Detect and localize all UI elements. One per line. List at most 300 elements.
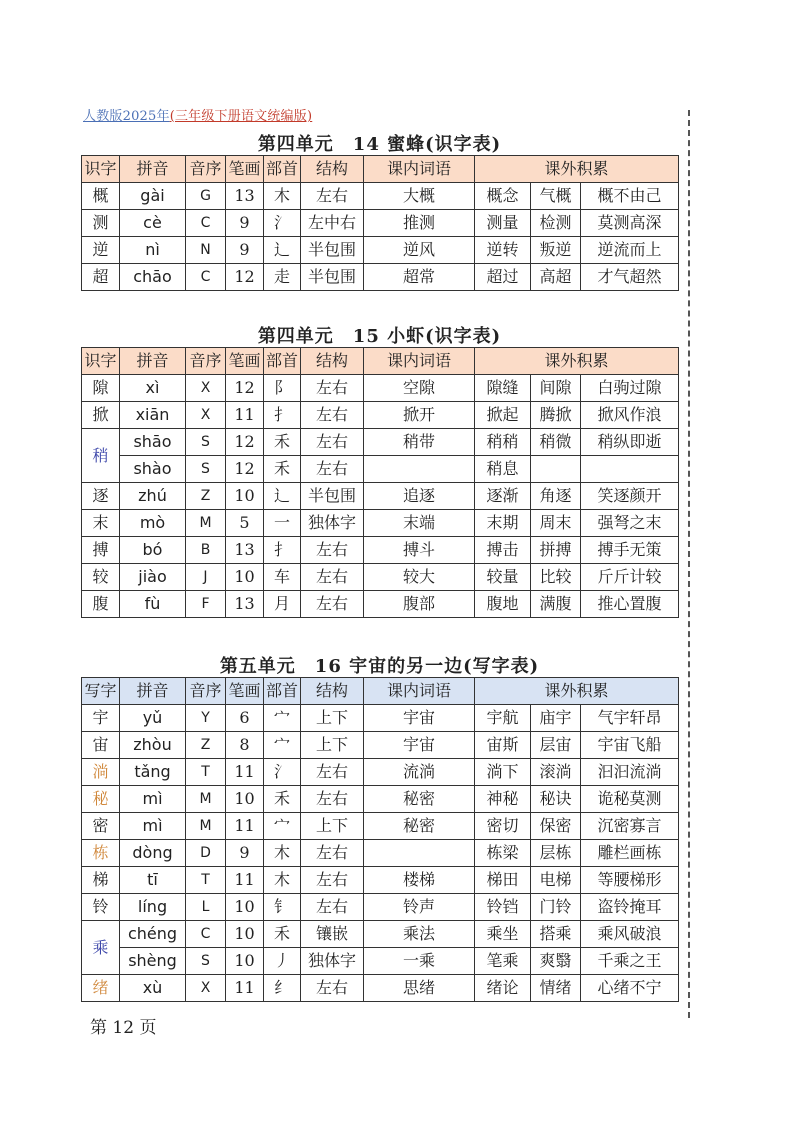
header-strokes: 笔画	[226, 678, 264, 705]
seq-cell: G	[186, 183, 226, 210]
extra-word-cell: 乘坐	[475, 921, 531, 948]
structure-cell: 左右	[301, 564, 364, 591]
extra-word-cell: 笑逐颜开	[581, 483, 679, 510]
table-row	[82, 375, 679, 402]
char-cell: 搏	[82, 537, 120, 564]
in-class-cell	[364, 840, 475, 867]
strokes-cell: 8	[226, 732, 264, 759]
table-row	[82, 975, 679, 1002]
strokes-cell: 10	[226, 921, 264, 948]
in-class-cell: 流淌	[364, 759, 475, 786]
seq-cell: F	[186, 591, 226, 618]
extra-word-cell	[531, 456, 581, 483]
table-row	[82, 705, 679, 732]
seq-cell: M	[186, 786, 226, 813]
in-class-cell: 楼梯	[364, 867, 475, 894]
extra-word-cell: 腾掀	[531, 402, 581, 429]
structure-cell: 左右	[301, 183, 364, 210]
structure-cell: 左右	[301, 786, 364, 813]
structure-cell: 左中右	[301, 210, 364, 237]
in-class-cell: 掀开	[364, 402, 475, 429]
structure-cell: 独体字	[301, 948, 364, 975]
writing-table-lesson-16	[81, 677, 679, 1002]
radical-cell: 氵	[264, 759, 301, 786]
extra-word-cell: 搭乘	[531, 921, 581, 948]
in-class-cell: 宇宙	[364, 705, 475, 732]
extra-word-cell: 乘风破浪	[581, 921, 679, 948]
radical-cell: 氵	[264, 210, 301, 237]
seq-cell: N	[186, 237, 226, 264]
radical-cell: 宀	[264, 732, 301, 759]
header-extra: 课外积累	[475, 156, 679, 183]
section-title: 第五单元 16 宇宙的另一边(写字表)	[219, 656, 540, 677]
extra-word-cell: 铃铛	[475, 894, 531, 921]
radical-cell: 辶	[264, 483, 301, 510]
char-cell: 超	[82, 264, 120, 291]
table-row	[82, 183, 679, 210]
extra-word-cell: 心绪不宁	[581, 975, 679, 1002]
in-class-cell: 秘密	[364, 786, 475, 813]
char-cell: 宙	[82, 732, 120, 759]
structure-cell: 左右	[301, 402, 364, 429]
radical-cell: 禾	[264, 786, 301, 813]
extra-word-cell: 白驹过隙	[581, 375, 679, 402]
header-extra: 课外积累	[475, 348, 679, 375]
header-structure: 结构	[301, 348, 364, 375]
pinyin-cell: mì	[120, 813, 186, 840]
header-seq: 音序	[186, 156, 226, 183]
extra-word-cell: 角逐	[531, 483, 581, 510]
seq-cell: S	[186, 456, 226, 483]
in-class-cell: 一乘	[364, 948, 475, 975]
seq-cell: S	[186, 948, 226, 975]
radical-cell: 木	[264, 183, 301, 210]
table-header-row	[82, 156, 679, 183]
extra-word-cell: 莫测高深	[581, 210, 679, 237]
strokes-cell: 10	[226, 483, 264, 510]
header-char: 识字	[82, 156, 120, 183]
pinyin-cell: zhòu	[120, 732, 186, 759]
table-row	[82, 237, 679, 264]
seq-cell: B	[186, 537, 226, 564]
strokes-cell: 11	[226, 975, 264, 1002]
extra-word-cell: 稍纵即逝	[581, 429, 679, 456]
extra-word-cell: 宙斯	[475, 732, 531, 759]
extra-word-cell: 门铃	[531, 894, 581, 921]
extra-word-cell: 滚淌	[531, 759, 581, 786]
radical-cell: 禾	[264, 429, 301, 456]
extra-word-cell: 秘诀	[531, 786, 581, 813]
strokes-cell: 10	[226, 894, 264, 921]
structure-cell: 左右	[301, 867, 364, 894]
extra-word-cell: 神秘	[475, 786, 531, 813]
header-radical: 部首	[264, 678, 301, 705]
extra-word-cell: 周末	[531, 510, 581, 537]
structure-cell: 上下	[301, 732, 364, 759]
structure-cell: 上下	[301, 813, 364, 840]
seq-cell: C	[186, 264, 226, 291]
header-note	[83, 105, 312, 124]
extra-word-cell: 密切	[475, 813, 531, 840]
extra-word-cell: 情绪	[531, 975, 581, 1002]
table-row	[82, 867, 679, 894]
header-pinyin: 拼音	[120, 678, 186, 705]
seq-cell: L	[186, 894, 226, 921]
pinyin-cell: xì	[120, 375, 186, 402]
extra-word-cell: 稍稍	[475, 429, 531, 456]
seq-cell: M	[186, 510, 226, 537]
extra-word-cell: 宇宙飞船	[581, 732, 679, 759]
pinyin-cell: dòng	[120, 840, 186, 867]
structure-cell: 独体字	[301, 510, 364, 537]
char-cell: 概	[82, 183, 120, 210]
structure-cell: 上下	[301, 705, 364, 732]
table-row	[82, 732, 679, 759]
table-row	[82, 786, 679, 813]
extra-word-cell: 末期	[475, 510, 531, 537]
radical-cell: 一	[264, 510, 301, 537]
structure-cell: 左右	[301, 456, 364, 483]
pinyin-cell: mì	[120, 786, 186, 813]
extra-word-cell: 测量	[475, 210, 531, 237]
structure-cell: 左右	[301, 759, 364, 786]
extra-word-cell: 庙宇	[531, 705, 581, 732]
extra-word-cell: 斤斤计较	[581, 564, 679, 591]
strokes-cell: 6	[226, 705, 264, 732]
seq-cell: T	[186, 759, 226, 786]
extra-word-cell: 绪论	[475, 975, 531, 1002]
header-note-prefix[interactable]: 人教版2025年	[83, 109, 170, 124]
header-structure: 结构	[301, 156, 364, 183]
pinyin-cell: nì	[120, 237, 186, 264]
extra-word-cell: 千乘之王	[581, 948, 679, 975]
char-cell: 栋	[82, 840, 120, 867]
structure-cell: 半包围	[301, 237, 364, 264]
strokes-cell: 10	[226, 948, 264, 975]
seq-cell: Z	[186, 483, 226, 510]
extra-word-cell: 诡秘莫测	[581, 786, 679, 813]
structure-cell: 左右	[301, 975, 364, 1002]
extra-word-cell: 强弩之末	[581, 510, 679, 537]
table-row	[82, 591, 679, 618]
structure-cell: 半包围	[301, 264, 364, 291]
strokes-cell: 12	[226, 264, 264, 291]
literacy-table-lesson-15	[81, 347, 679, 618]
in-class-cell: 搏斗	[364, 537, 475, 564]
header-strokes: 笔画	[226, 156, 264, 183]
in-class-cell: 思绪	[364, 975, 475, 1002]
extra-word-cell: 逐渐	[475, 483, 531, 510]
header-seq: 音序	[186, 348, 226, 375]
radical-cell: 车	[264, 564, 301, 591]
extra-word-cell: 盗铃掩耳	[581, 894, 679, 921]
literacy-table-lesson-14	[81, 155, 679, 291]
extra-word-cell: 搏击	[475, 537, 531, 564]
extra-word-cell: 层宙	[531, 732, 581, 759]
table-row	[82, 210, 679, 237]
structure-cell: 镶嵌	[301, 921, 364, 948]
table-row	[82, 921, 679, 948]
strokes-cell: 13	[226, 537, 264, 564]
header-note-title[interactable]: (三年级下册语文统编版)	[169, 109, 313, 124]
header-pinyin: 拼音	[120, 348, 186, 375]
extra-word-cell: 稍息	[475, 456, 531, 483]
header-radical: 部首	[264, 156, 301, 183]
char-cell: 掀	[82, 402, 120, 429]
in-class-cell: 大概	[364, 183, 475, 210]
structure-cell: 左右	[301, 591, 364, 618]
strokes-cell: 9	[226, 840, 264, 867]
table-row	[82, 456, 679, 483]
seq-cell: C	[186, 210, 226, 237]
table-row	[82, 564, 679, 591]
char-cell: 隙	[82, 375, 120, 402]
in-class-cell: 腹部	[364, 591, 475, 618]
table-row	[82, 813, 679, 840]
char-cell: 腹	[82, 591, 120, 618]
extra-word-cell: 逆流而上	[581, 237, 679, 264]
radical-cell: 走	[264, 264, 301, 291]
table-row	[82, 264, 679, 291]
header-pinyin: 拼音	[120, 156, 186, 183]
extra-word-cell: 高超	[531, 264, 581, 291]
header-in-class: 课内词语	[364, 156, 475, 183]
seq-cell: S	[186, 429, 226, 456]
pinyin-cell: shèng	[120, 948, 186, 975]
structure-cell: 左右	[301, 894, 364, 921]
header-in-class: 课内词语	[364, 678, 475, 705]
radical-cell: 扌	[264, 402, 301, 429]
pinyin-cell: shāo	[120, 429, 186, 456]
pinyin-cell: líng	[120, 894, 186, 921]
radical-cell: 宀	[264, 813, 301, 840]
radical-cell: 木	[264, 840, 301, 867]
table-row	[82, 948, 679, 975]
strokes-cell: 12	[226, 429, 264, 456]
in-class-cell: 末端	[364, 510, 475, 537]
extra-word-cell: 雕栏画栋	[581, 840, 679, 867]
strokes-cell: 10	[226, 786, 264, 813]
char-cell: 淌	[82, 759, 120, 786]
strokes-cell: 10	[226, 564, 264, 591]
in-class-cell	[364, 456, 475, 483]
header-extra: 课外积累	[475, 678, 679, 705]
extra-word-cell: 掀起	[475, 402, 531, 429]
radical-cell: 禾	[264, 456, 301, 483]
strokes-cell: 13	[226, 183, 264, 210]
extra-word-cell: 概不由己	[581, 183, 679, 210]
extra-word-cell: 推心置腹	[581, 591, 679, 618]
extra-word-cell: 梯田	[475, 867, 531, 894]
extra-word-cell: 汩汩流淌	[581, 759, 679, 786]
in-class-cell: 逆风	[364, 237, 475, 264]
char-cell: 测	[82, 210, 120, 237]
radical-cell: 阝	[264, 375, 301, 402]
section-title: 第四单元 15 小虾(识字表)	[257, 326, 502, 347]
in-class-cell: 乘法	[364, 921, 475, 948]
radical-cell: 禾	[264, 921, 301, 948]
header-radical: 部首	[264, 348, 301, 375]
header-char: 识字	[82, 348, 120, 375]
in-class-cell: 空隙	[364, 375, 475, 402]
structure-cell: 左右	[301, 429, 364, 456]
in-class-cell: 铃声	[364, 894, 475, 921]
extra-word-cell: 气概	[531, 183, 581, 210]
table-row	[82, 402, 679, 429]
radical-cell: 月	[264, 591, 301, 618]
structure-cell: 左右	[301, 375, 364, 402]
extra-word-cell: 搏手无策	[581, 537, 679, 564]
pinyin-cell: chāo	[120, 264, 186, 291]
char-cell: 宇	[82, 705, 120, 732]
table-row	[82, 429, 679, 456]
strokes-cell: 12	[226, 375, 264, 402]
in-class-cell: 较大	[364, 564, 475, 591]
extra-word-cell: 间隙	[531, 375, 581, 402]
extra-word-cell: 宇航	[475, 705, 531, 732]
strokes-cell: 12	[226, 456, 264, 483]
char-cell: 逐	[82, 483, 120, 510]
strokes-cell: 11	[226, 759, 264, 786]
seq-cell: X	[186, 975, 226, 1002]
extra-word-cell: 等腰梯形	[581, 867, 679, 894]
extra-word-cell: 腹地	[475, 591, 531, 618]
radical-cell: 宀	[264, 705, 301, 732]
pinyin-cell: cè	[120, 210, 186, 237]
seq-cell: M	[186, 813, 226, 840]
seq-cell: Y	[186, 705, 226, 732]
pinyin-cell: zhú	[120, 483, 186, 510]
radical-cell: 木	[264, 867, 301, 894]
in-class-cell: 追逐	[364, 483, 475, 510]
structure-cell: 左右	[301, 537, 364, 564]
extra-word-cell: 淌下	[475, 759, 531, 786]
strokes-cell: 11	[226, 867, 264, 894]
extra-word-cell: 概念	[475, 183, 531, 210]
extra-word-cell: 逆转	[475, 237, 531, 264]
pinyin-cell: shào	[120, 456, 186, 483]
extra-word-cell: 栋梁	[475, 840, 531, 867]
extra-word-cell: 掀风作浪	[581, 402, 679, 429]
in-class-cell: 宇宙	[364, 732, 475, 759]
in-class-cell: 稍带	[364, 429, 475, 456]
section-title: 第四单元 14 蜜蜂(识字表)	[257, 134, 502, 155]
extra-word-cell: 检测	[531, 210, 581, 237]
extra-word-cell: 层栋	[531, 840, 581, 867]
in-class-cell: 超常	[364, 264, 475, 291]
pinyin-cell: bó	[120, 537, 186, 564]
extra-word-cell: 满腹	[531, 591, 581, 618]
char-cell: 逆	[82, 237, 120, 264]
strokes-cell: 11	[226, 402, 264, 429]
radical-cell: 纟	[264, 975, 301, 1002]
extra-word-cell: 比较	[531, 564, 581, 591]
header-seq: 音序	[186, 678, 226, 705]
pinyin-cell: yǔ	[120, 705, 186, 732]
table-row	[82, 840, 679, 867]
extra-word-cell: 笔乘	[475, 948, 531, 975]
extra-word-cell: 沉密寡言	[581, 813, 679, 840]
pinyin-cell: chéng	[120, 921, 186, 948]
char-cell: 铃	[82, 894, 120, 921]
table-row	[82, 483, 679, 510]
char-cell: 末	[82, 510, 120, 537]
table-row	[82, 759, 679, 786]
header-char: 写字	[82, 678, 120, 705]
strokes-cell: 9	[226, 237, 264, 264]
extra-word-cell: 稍微	[531, 429, 581, 456]
header-strokes: 笔画	[226, 348, 264, 375]
extra-word-cell	[581, 456, 679, 483]
pinyin-cell: xiān	[120, 402, 186, 429]
extra-word-cell: 保密	[531, 813, 581, 840]
in-class-cell: 推测	[364, 210, 475, 237]
seq-cell: X	[186, 375, 226, 402]
extra-word-cell: 电梯	[531, 867, 581, 894]
seq-cell: X	[186, 402, 226, 429]
table-row	[82, 510, 679, 537]
structure-cell: 左右	[301, 840, 364, 867]
pinyin-cell: tī	[120, 867, 186, 894]
extra-word-cell: 叛逆	[531, 237, 581, 264]
structure-cell: 半包围	[301, 483, 364, 510]
char-cell: 密	[82, 813, 120, 840]
radical-cell: 辶	[264, 237, 301, 264]
radical-cell: 扌	[264, 537, 301, 564]
extra-word-cell: 较量	[475, 564, 531, 591]
table-row	[82, 894, 679, 921]
radical-cell: 钅	[264, 894, 301, 921]
char-cell: 梯	[82, 867, 120, 894]
pinyin-cell: fù	[120, 591, 186, 618]
extra-word-cell: 气宇轩昂	[581, 705, 679, 732]
char-cell: 秘	[82, 786, 120, 813]
pinyin-cell: tǎng	[120, 759, 186, 786]
margin-dashed-rule	[688, 110, 690, 1018]
extra-word-cell: 超过	[475, 264, 531, 291]
seq-cell: Z	[186, 732, 226, 759]
seq-cell: J	[186, 564, 226, 591]
strokes-cell: 11	[226, 813, 264, 840]
pinyin-cell: mò	[120, 510, 186, 537]
pinyin-cell: xù	[120, 975, 186, 1002]
seq-cell: C	[186, 921, 226, 948]
radical-cell: 丿	[264, 948, 301, 975]
char-cell: 稍	[82, 429, 120, 483]
char-cell: 较	[82, 564, 120, 591]
extra-word-cell: 隙缝	[475, 375, 531, 402]
strokes-cell: 13	[226, 591, 264, 618]
table-header-row	[82, 678, 679, 705]
char-cell: 绪	[82, 975, 120, 1002]
char-cell: 乘	[82, 921, 120, 975]
extra-word-cell: 拼搏	[531, 537, 581, 564]
seq-cell: T	[186, 867, 226, 894]
pinyin-cell: jiào	[120, 564, 186, 591]
page-number: 第 12 页	[90, 1018, 157, 1038]
strokes-cell: 9	[226, 210, 264, 237]
table-row	[82, 537, 679, 564]
in-class-cell: 秘密	[364, 813, 475, 840]
header-in-class: 课内词语	[364, 348, 475, 375]
seq-cell: D	[186, 840, 226, 867]
pinyin-cell: gài	[120, 183, 186, 210]
strokes-cell: 5	[226, 510, 264, 537]
header-structure: 结构	[301, 678, 364, 705]
extra-word-cell: 才气超然	[581, 264, 679, 291]
extra-word-cell: 爽翳	[531, 948, 581, 975]
table-header-row	[82, 348, 679, 375]
